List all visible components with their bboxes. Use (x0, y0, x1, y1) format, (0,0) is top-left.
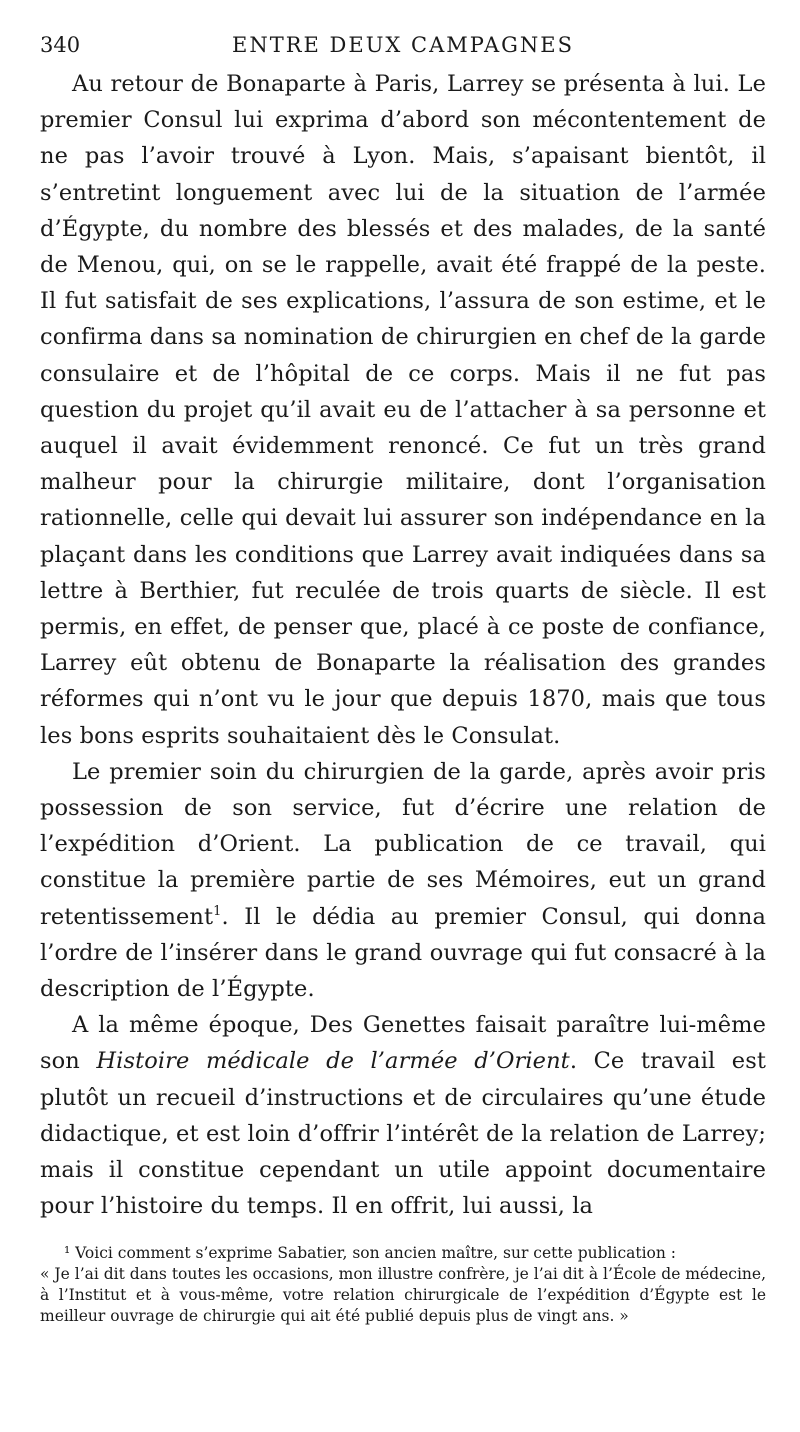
page-number: 340 (40, 33, 81, 57)
paragraph-text: . Il le dédia au premier Consul, qui donna l’ordre de l’insérer dans le grand ouvrage qui fut consacré à la description de l’Égypte. (40, 903, 766, 1003)
paragraph-text: A la même époque, Des Genettes faisait paraître lui-même son (40, 1012, 766, 1075)
footnote-reference: 1 (213, 903, 222, 919)
body-text (40, 66, 766, 1225)
running-head (40, 30, 766, 60)
footnote-mark: ¹ (64, 1243, 71, 1262)
paragraph-relation-of-expedition (40, 754, 766, 1007)
paragraph-des-genettes (40, 1007, 766, 1224)
footnote (40, 1243, 766, 1327)
paragraph-text: . Ce travail est plutôt un recueil d’instructions et de circulaires qu’une étude didactique, et est loin d’offrir l’intérêt de la relation de Larrey; mais il constitue cependant un utile appoint documentaire pour l’histoire du temps. Il en offrit, lui aussi, la (40, 1048, 767, 1220)
paragraph-larrey-meets-bonaparte: Au retour de Bonaparte à Paris, Larrey se présenta à lui. Le premier Consul lui exprima d’abord son mécontentement de ne pas l’avoir trouvé à Lyon. Mais, s’apaisant bientôt, il s’entretint longuement avec lui de la situation de l’armée d’Égypte, du nombre des blessés et des malades, de la santé de Menou, qui, on se le rappelle, avait été frappé de la peste. Il fut satisfait de ses explications, l’assura de son estime, et le confirma dans sa nomination de chirurgien en chef de la garde consulaire et de l’hôpital de ce corps. Mais il ne fut pas question du projet qu’il avait eu de l’attacher à sa personne et auquel il avait évidemment renoncé. Ce fut un très grand malheur pour la chirurgie militaire, dont l’organisation rationnelle, celle qui devait lui assurer son indépendance en la plaçant dans les conditions que Larrey avait indiquées dans sa lettre à Berthier, fut reculée de trois quarts de siècle. Il est permis, en effet, de penser que, placé à ce poste de confiance, Larrey eût obtenu de Bonaparte la réalisation des grandes réformes qui n’ont vu le jour que depuis 1870, mais que tous les bons esprits souhaitaient dès le Consulat. (40, 71, 766, 749)
running-title: ENTRE DEUX CAMPAGNES (232, 33, 574, 57)
book-title: Histoire médicale de l’armée d’Orient (96, 1048, 570, 1075)
footnote-quote: « Je l’ai dit dans toutes les occasions, mon illustre confrère, je l’ai dit à l’École de médecine, à l’Institut et à vous-même, votre relation chirurgicale de l’expédition d’Égypte est le meilleur ouvrage de chirurgie qui ait été publié depuis plus de vingt ans. » (40, 1264, 766, 1325)
footnote-intro: Voici comment s’exprime Sabatier, son ancien maître, sur cette publication : (75, 1243, 677, 1262)
paragraph-text: Le premier soin du chirurgien de la garde, après avoir pris possession de son service, fut d’écrire une relation de l’expédition d’Orient. La publication de ce travail, qui constitue la première partie de ses Mémoires, eut un grand retentissement (40, 758, 766, 930)
footnote-first-line (40, 1243, 766, 1264)
